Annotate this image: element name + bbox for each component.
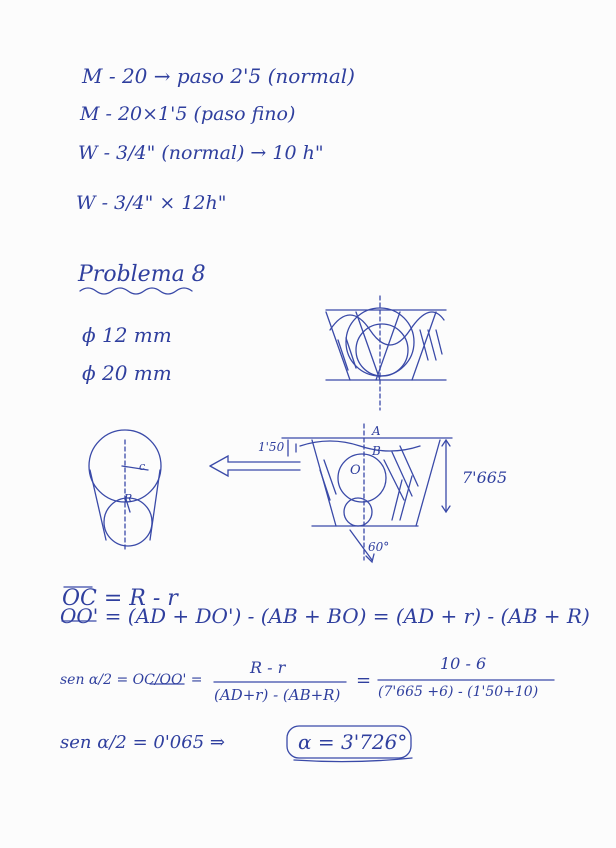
label-o1: O (350, 463, 361, 478)
label-r: R (124, 492, 133, 505)
note-line-2: M - 20×1'5 (paso fino) (80, 103, 296, 125)
label-150: 1'50 (258, 440, 285, 454)
label-a: A (372, 424, 381, 438)
thread-profile-sketch-bottom (282, 424, 452, 562)
equation-sen-den: (7'665 +6) - (1'50+10) (378, 684, 539, 700)
equation-sen-num: 10 - 6 (440, 654, 487, 673)
equation-sen-lhs: sen α/2 = OC/OO' = (60, 672, 203, 688)
equation-sen-mid-num: R - r (250, 658, 286, 677)
problem-title: Problema 8 (78, 262, 206, 287)
note-line-1: M - 20 → paso 2'5 (normal) (82, 64, 355, 88)
note-line-3: W - 3/4" (normal) → 10 h" (78, 142, 324, 164)
label-b: B (372, 444, 381, 458)
equation-oc: OC = R - r (62, 586, 178, 611)
label-c: c (139, 460, 146, 473)
circles-sketch-left (89, 430, 161, 550)
title-underline (80, 288, 192, 294)
note-line-4: W - 3/4" × 12h" (76, 192, 227, 214)
label-60: 60° (368, 540, 390, 554)
arrow-left-icon (210, 456, 300, 476)
equation-sen-mid-den: (AD+r) - (AB+R) (214, 686, 341, 704)
thread-profile-sketch-top (326, 296, 446, 410)
label-7665: 7'665 (462, 468, 508, 487)
equation-final-lhs: sen α/2 = 0'065 ⇒ (60, 732, 225, 753)
diameter-12: ϕ 12 mm (82, 323, 172, 347)
diameter-20: ϕ 20 mm (82, 361, 172, 385)
equation-oo-prime: OO' = (AD + DO') - (AB + BO) = (AD + r) - (AB + R) (60, 604, 590, 628)
equation-sen-eq: = (356, 670, 372, 691)
equation-final-result: α = 3'726° (298, 730, 408, 754)
